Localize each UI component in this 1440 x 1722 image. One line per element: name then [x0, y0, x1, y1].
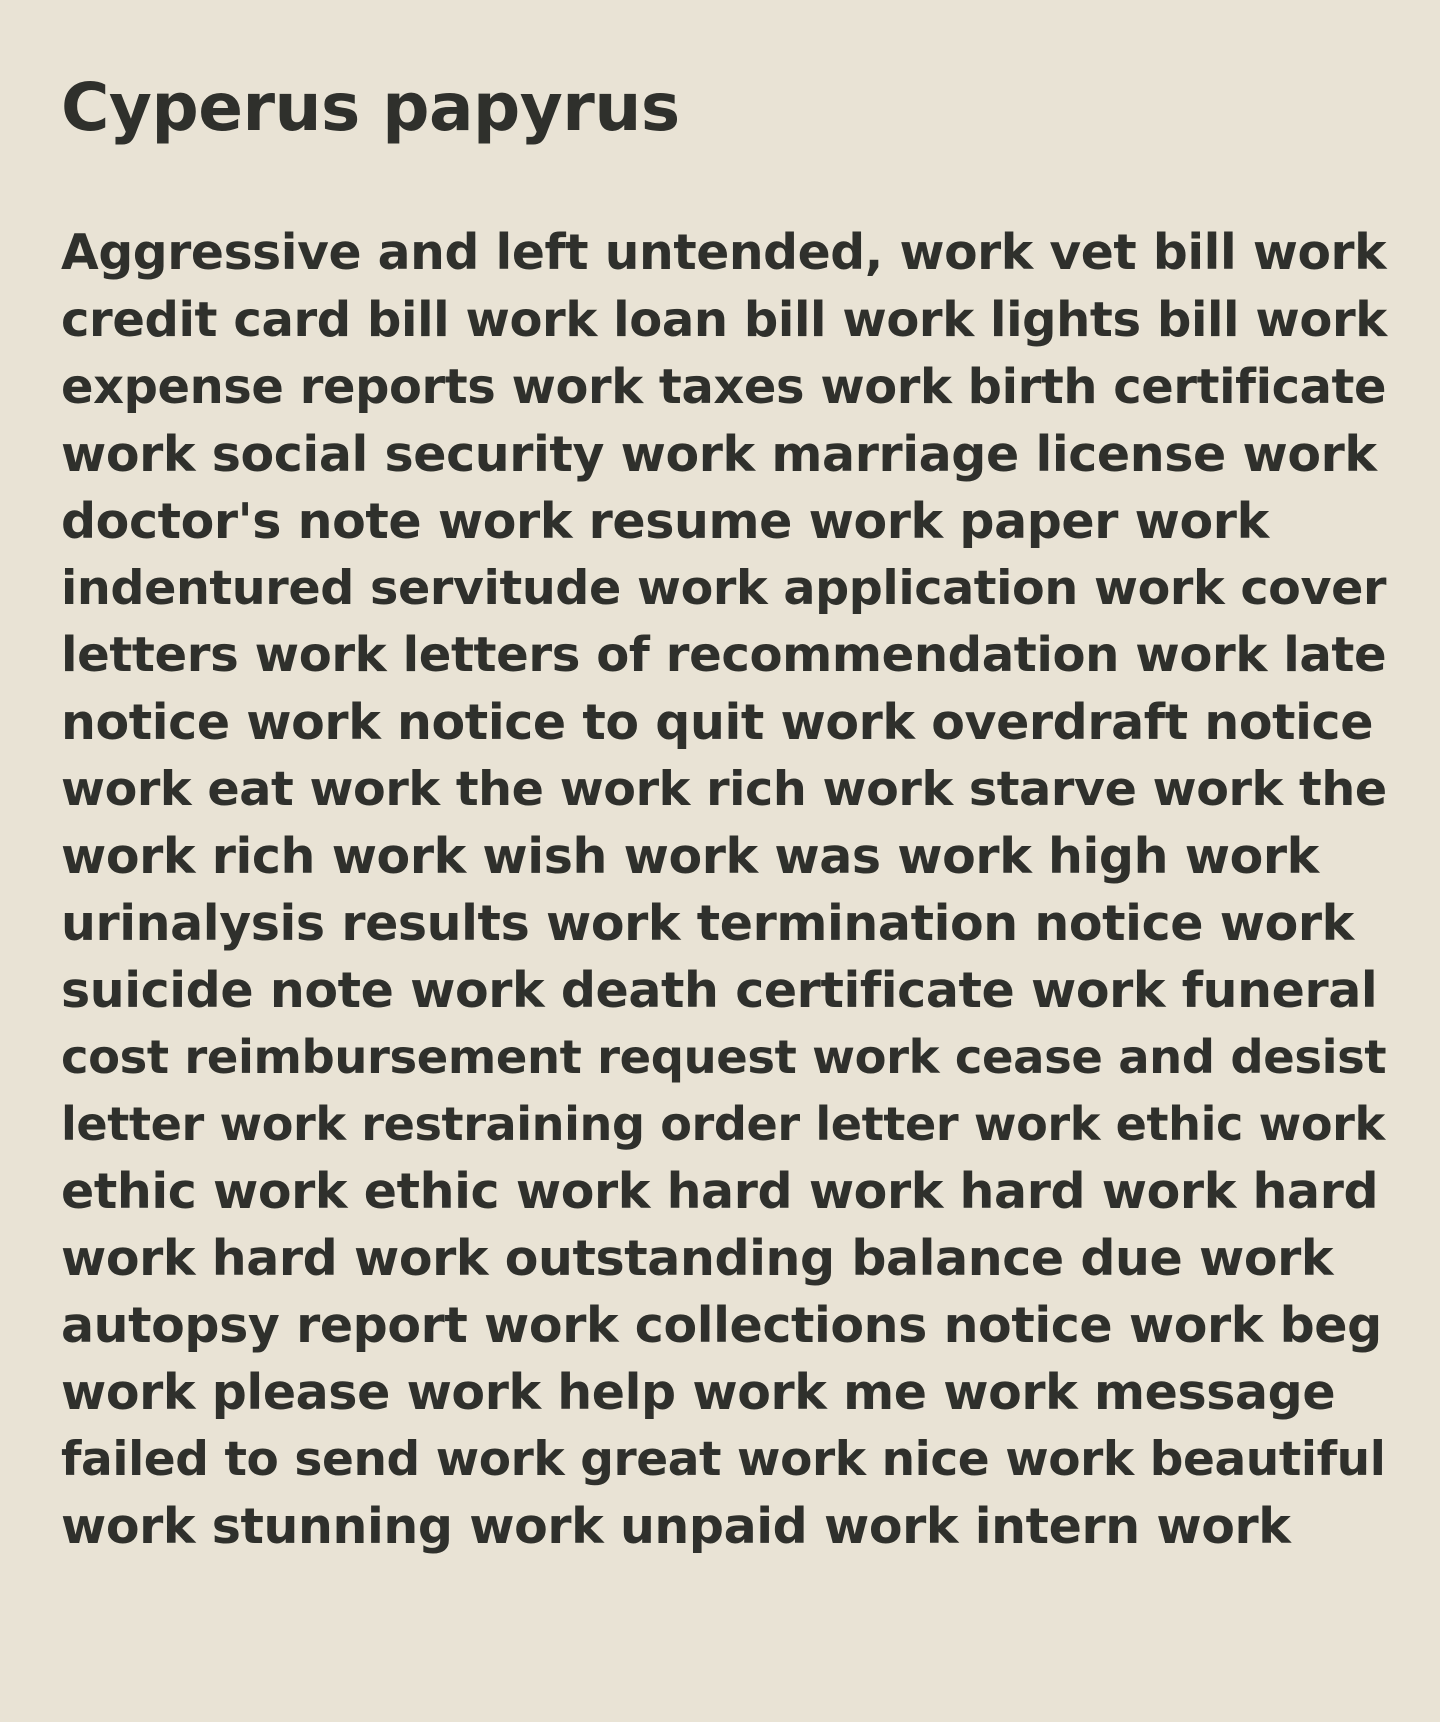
note-line: work eat work the work rich work starve work the — [61, 762, 1387, 817]
note-body[interactable] — [61, 220, 1387, 1560]
note-line: work hard work outstanding balance due work — [61, 1230, 1334, 1287]
note-line: credit card bill work loan bill work lights bill work — [61, 292, 1387, 348]
note-line: work social security work marriage license work — [61, 426, 1377, 483]
note-title: Cyperus papyrus — [61, 69, 680, 146]
note-line: urinalysis results work termination notice work — [61, 895, 1354, 952]
note-line: indentured servitude work application work cover — [61, 561, 1387, 616]
note-line: letters work letters of recommendation work late — [61, 627, 1387, 683]
note-line: failed to send work great work nice work beautiful — [61, 1432, 1386, 1487]
note-line: suicide note work death certificate work funeral — [61, 962, 1378, 1019]
note-line: Aggressive and left untended, work vet bill work — [61, 225, 1387, 281]
note-line: notice work notice to quit work overdraft notice — [61, 694, 1374, 751]
note-line: expense reports work taxes work birth certificate — [61, 360, 1387, 415]
note-line: doctor's note work resume work paper work — [61, 493, 1269, 550]
note-line: work rich work wish work was work high work — [61, 828, 1319, 885]
note-line: work stunning work unpaid work intern work — [61, 1498, 1291, 1555]
note-line: letter work restraining order letter work ethic work — [61, 1097, 1385, 1151]
note-line: autopsy report work collections notice work beg — [61, 1297, 1382, 1354]
note-line: cost reimbursement request work cease and desist — [61, 1030, 1387, 1084]
note-line: work please work help work me work message — [61, 1364, 1336, 1421]
note-line: ethic work ethic work hard work hard work hard — [61, 1163, 1379, 1220]
